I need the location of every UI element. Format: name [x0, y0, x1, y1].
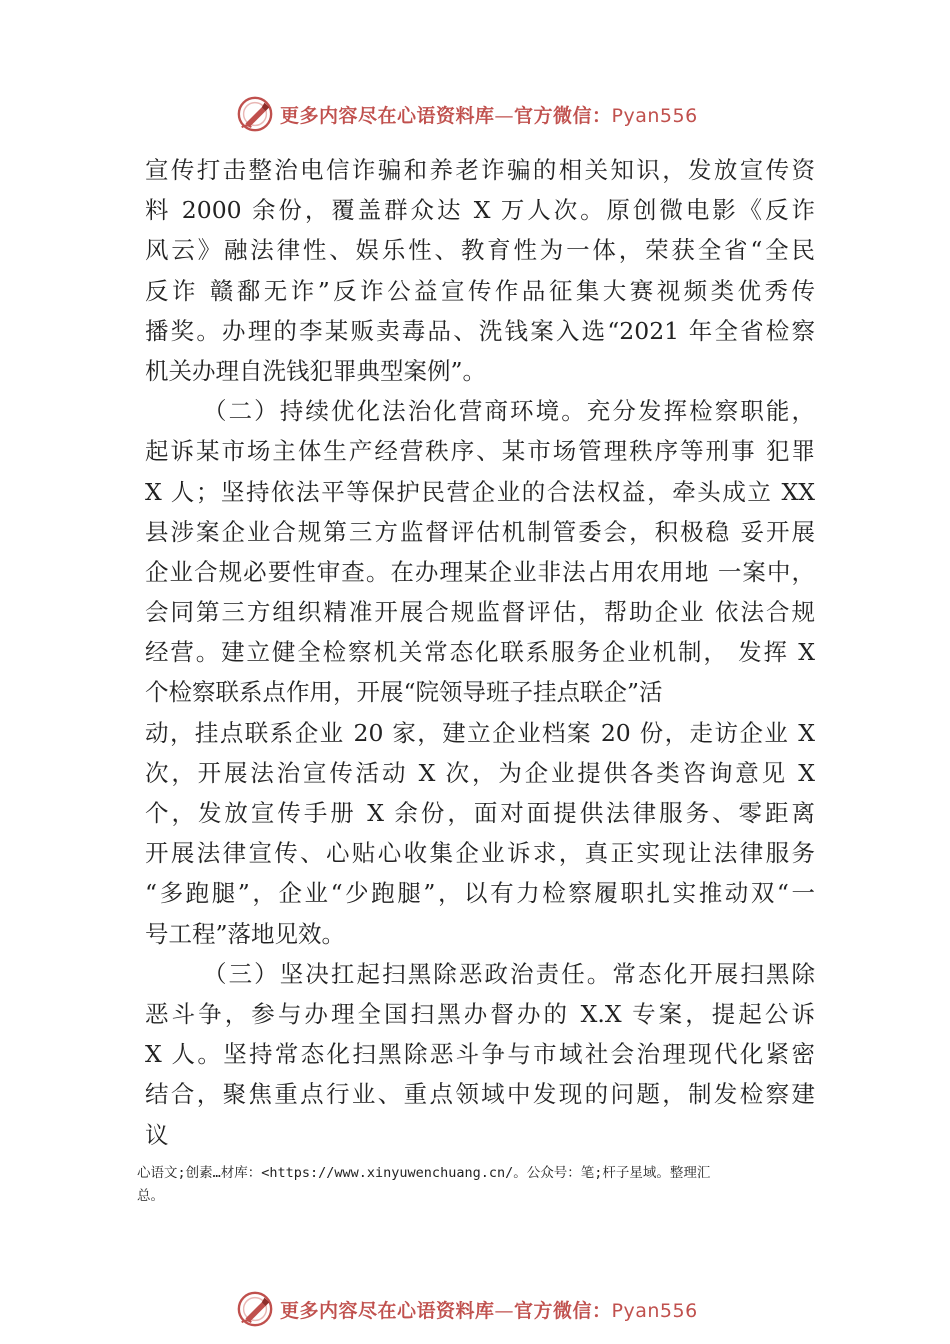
banner-title: 更多内容尽在心语资料库 [280, 1299, 495, 1322]
text-line: X 人。坚持常态化扫黑除恶斗争与市域社会治理现代化紧密 [145, 1040, 815, 1069]
text-line: 县涉案企业合规第三方监督评估机制管委会，积极稳 妥开展 [145, 517, 815, 546]
text-line: 号工程”落地见效。 [145, 919, 346, 948]
section-heading-line: （三）坚决扛起扫黑除恶政治责任。常态化开展扫黑除 [203, 959, 815, 988]
source-note-line: 总。 [137, 1188, 164, 1204]
banner-separator: — [494, 104, 515, 127]
banner-contact-id: Pyan556 [611, 1299, 698, 1322]
text-line: 会同第三方组织精准开展合规监督评估，帮助企业 依法合规 [145, 598, 815, 627]
text-line: 机关办理自洗钱犯罪典型案例”。 [145, 356, 487, 385]
banner-contact-label: 官方微信： [514, 104, 612, 127]
text-line: 结合，聚焦重点行业、重点领域中发现的问题，制发检察建 [145, 1080, 815, 1109]
text-line: 次，开展法治宣传活动 X 次，为企业提供各类咨询意见 X [145, 758, 815, 787]
document-body [145, 150, 815, 1155]
text-line: 经营。建立健全检察机关常态化联系服务企业机制， 发挥 X [145, 638, 815, 667]
text-line: 宣传打击整治电信诈骗和养老诈骗的相关知识，发放宣传资 [145, 156, 815, 184]
text-line: “多跑腿”，企业“少跑腿”，以有力检察履职扎实推动双“一 [145, 879, 815, 908]
text-line: 恶斗争，参与办理全国扫黑办督办的 X.X 专案，提起公诉 [145, 999, 815, 1028]
banner-text [280, 101, 698, 128]
pen-logo-icon [236, 1290, 274, 1328]
section-heading-line: （二）持续优化法治化营商环境。充分发挥检察职能， [203, 397, 815, 426]
text-line: 播奖。办理的李某贩卖毒品、洗钱案入选“2021 年全省检察 [145, 316, 815, 345]
text-line: 风云》融法律性、娱乐性、教育性为一体，荣获全省“全民 [145, 236, 815, 265]
banner-contact-id: Pyan556 [611, 104, 698, 127]
banner-text [280, 1296, 698, 1323]
banner-contact-label: 官方微信： [514, 1299, 612, 1322]
source-note-line: 心语文;创素…材库：<https://www.xinyuwenchuang.cn/。公众号：笔;杆子星域。整理汇 [137, 1165, 711, 1181]
text-line: 个检察联系点作用，开展“院领导班子挂点联企”活 [145, 678, 663, 707]
banner-separator: — [494, 1299, 515, 1322]
text-line: 开展法律宣传、心贴心收集企业诉求，真正实现让法律服务 [145, 839, 815, 868]
text-line: 企业合规必要性审查。在办理某企业非法占用农用地 一案中， [145, 557, 815, 586]
text-line: 起诉某市场主体生产经营秩序、某市场管理秩序等刑事 犯罪 [145, 437, 815, 466]
banner-title: 更多内容尽在心语资料库 [280, 104, 495, 127]
bottom-banner [236, 1289, 736, 1329]
source-note [137, 1162, 842, 1208]
text-line: 议 [145, 1120, 169, 1149]
text-line: 动，挂点联系企业 20 家，建立企业档案 20 份，走访企业 X [145, 718, 815, 747]
text-line: 个，发放宣传手册 X 余份，面对面提供法律服务、零距离 [145, 799, 815, 827]
text-line: X 人；坚持依法平等保护民营企业的合法权益，牵头成立 XX [145, 477, 815, 506]
top-banner [236, 94, 736, 134]
text-line: 料 2000 余份，覆盖群众达 X 万人次。原创微电影《反诈 [145, 196, 815, 225]
text-line: 反诈 赣鄱无诈”反诈公益宣传作品征集大赛视频类优秀传 [145, 276, 815, 305]
pen-logo-icon [236, 95, 274, 133]
